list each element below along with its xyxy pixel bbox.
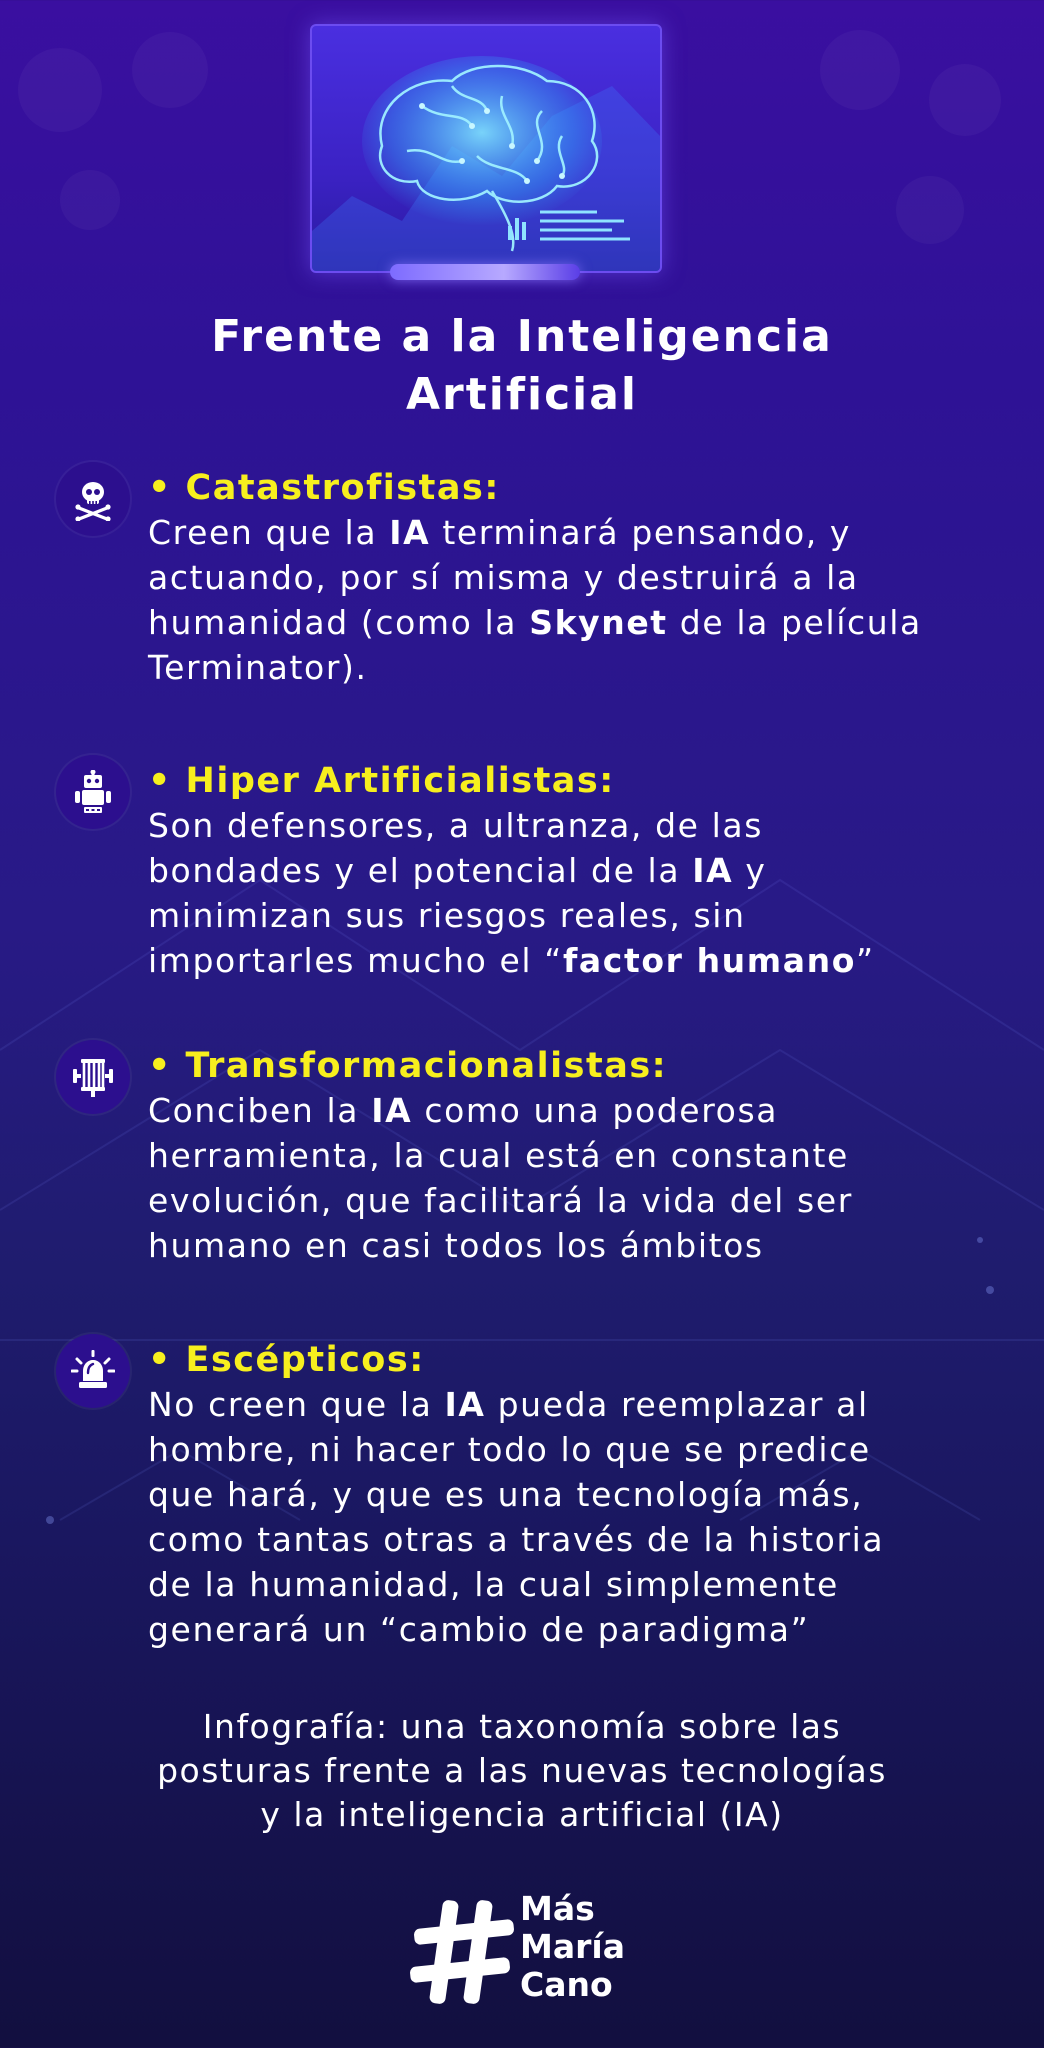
caption-line-1: Infografía: una taxonomía sobre las <box>202 1707 842 1746</box>
transformer-coil-icon <box>56 1040 130 1114</box>
robot-icon <box>56 755 130 829</box>
item-description: Son defensores, a ultranza, de las bondades y el potencial de la IA y minimizan sus riesgos reales, sin importarles mucho el “factor humano” <box>148 806 875 980</box>
item-heading: • Escépticos: <box>148 1340 425 1380</box>
item-description: No creen que la IA pueda reemplazar al hombre, ni hacer todo lo que se predice que hará, y que es una tecnología más, como tantas otras a través de la historia de la humanidad, la cual simplemente generará un “cambio de paradigma” <box>148 1385 885 1649</box>
mas-maria-cano-logo <box>408 1888 648 2018</box>
page-title-line-1: Frente a la Inteligencia <box>211 311 833 362</box>
logo-line-3: Cano <box>520 1965 613 2004</box>
alarm-siren-icon <box>56 1334 130 1408</box>
monitor-stand <box>390 264 580 280</box>
item-heading: • Hiper Artificialistas: <box>148 761 615 801</box>
item-description: Conciben la IA como una poderosa herramienta, la cual está en constante evolución, que facilitará la vida del ser humano en casi todos los ámbitos <box>148 1091 853 1265</box>
logo-line-2: María <box>520 1927 625 1966</box>
skull-crossbones-icon <box>56 462 130 536</box>
hero-illustration <box>310 24 660 284</box>
item-heading: • Transformacionalistas: <box>148 1046 668 1086</box>
monitor-screen <box>310 24 662 273</box>
caption-line-3: y la inteligencia artificial (IA) <box>260 1795 784 1834</box>
caption-line-2: posturas frente a las nuevas tecnologías <box>157 1751 887 1790</box>
item-description: Creen que la IA terminará pensando, y actuando, por sí misma y destruirá a la humanidad (como la Skynet de la película Terminator). <box>148 513 922 687</box>
logo-line-1: Más <box>520 1889 595 1928</box>
logo-wordmark <box>520 1890 625 2004</box>
page-title <box>0 308 1044 424</box>
brain-icon <box>312 26 660 271</box>
item-heading: • Catastrofistas: <box>148 468 500 508</box>
infographic-caption <box>0 1705 1044 1837</box>
hashtag-icon <box>408 1892 518 2010</box>
page-title-line-2: Artificial <box>405 369 639 420</box>
